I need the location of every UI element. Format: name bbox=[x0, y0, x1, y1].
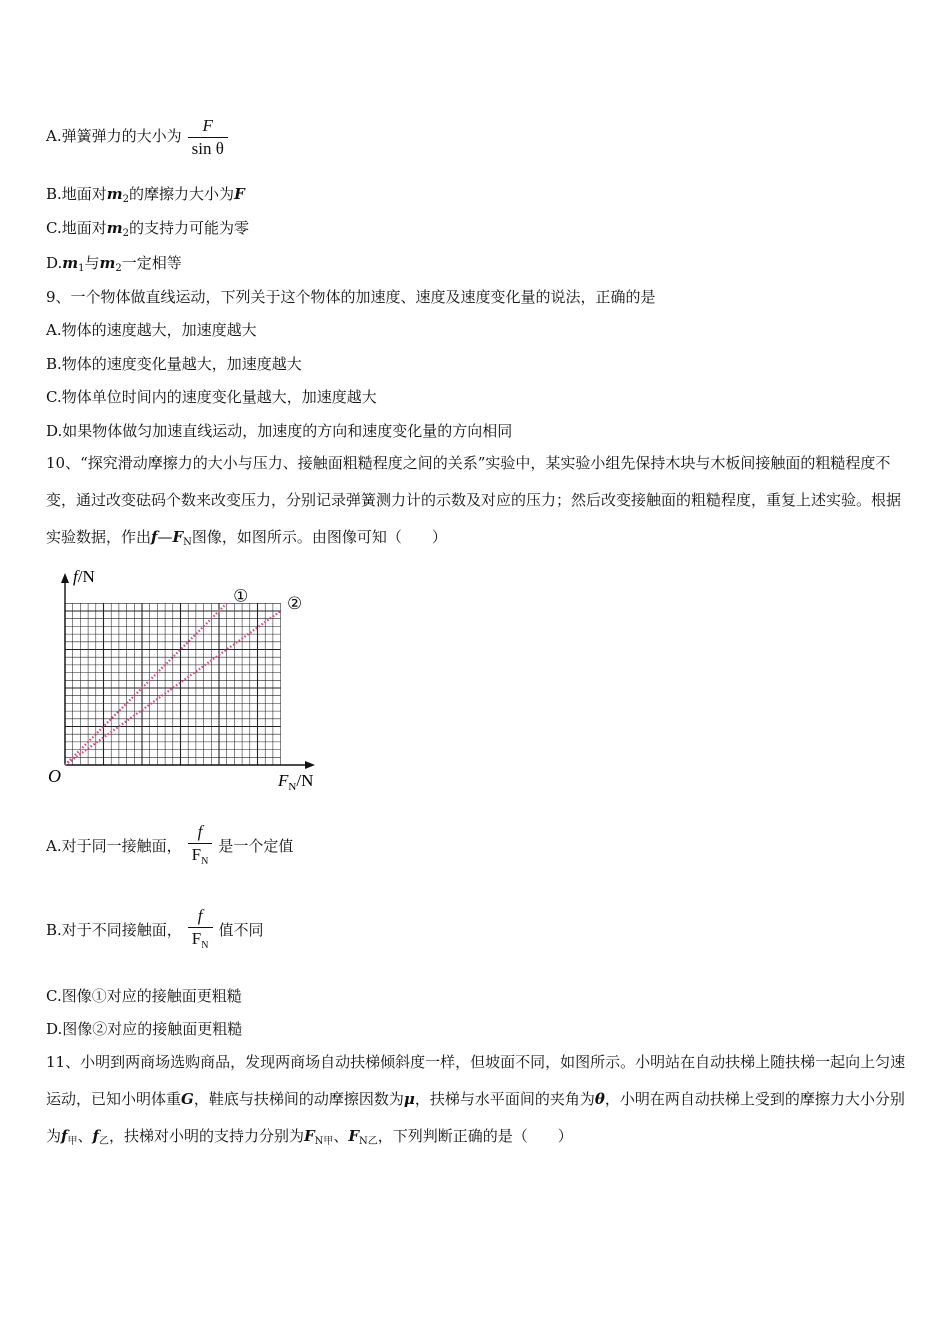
q8-option-c-post: 的支持力可能为零 bbox=[128, 219, 249, 237]
q10-option-b-fraction bbox=[188, 905, 213, 957]
q11-seg6: ，下列判断正确的是（ ） bbox=[377, 1127, 573, 1145]
q9-stem: 9、一个物体做直线运动，下列关于这个物体的加速度、速度及速度变化量的说法，正确的是 bbox=[46, 288, 656, 306]
q8-option-b-force: F bbox=[234, 185, 245, 203]
q11-seg1: 11、小明到两商场选购商品，发现两商场自动扶梯倾斜度一样，但坡面不同，如图所示。小明站在自动扶梯上随扶梯一起向上匀速运动，已知小明体重 bbox=[46, 1053, 906, 1108]
q10-option-b-denominator bbox=[188, 927, 213, 957]
origin-label: O bbox=[48, 766, 61, 786]
q10-stem-f: f bbox=[151, 528, 158, 546]
q8-option-c-var: m bbox=[106, 219, 123, 237]
chart-series bbox=[65, 586, 302, 765]
x-axis-label-unit: /N bbox=[296, 771, 314, 790]
q8-option-c bbox=[46, 218, 249, 244]
q8-option-b-var: m bbox=[106, 185, 123, 203]
q10-option-b-post: 值不同 bbox=[218, 921, 264, 939]
q8-option-a-numerator: F bbox=[202, 115, 213, 135]
q8-option-a bbox=[46, 110, 234, 162]
chart-grid bbox=[65, 603, 281, 765]
friction-graph bbox=[40, 560, 340, 800]
q11-sep1: 、 bbox=[77, 1127, 93, 1145]
q8-option-d-pre: D. bbox=[46, 254, 63, 272]
y-axis-label-var: f bbox=[73, 567, 78, 586]
q10-option-a-den-sub: N bbox=[201, 856, 209, 867]
q11-sep2: 、 bbox=[333, 1127, 349, 1145]
q10-option-a-numerator: f bbox=[197, 822, 203, 841]
q10-option-b-den-sub: N bbox=[201, 940, 209, 951]
q8-option-d bbox=[46, 253, 182, 279]
q9-option-c: C.物体单位时间内的速度变化量越大，加速度越大 bbox=[46, 388, 377, 406]
q8-option-a-fraction bbox=[188, 115, 228, 160]
y-axis-label bbox=[73, 567, 95, 586]
q11-n2: F bbox=[348, 1127, 360, 1145]
q10-option-b-numerator: f bbox=[197, 906, 203, 925]
q11-seg3: ，扶梯与水平面间的夹角为 bbox=[414, 1090, 595, 1108]
q10-option-a-den-var: F bbox=[191, 845, 202, 864]
q10-option-b bbox=[46, 902, 264, 958]
q11-n1-sub: N甲 bbox=[314, 1136, 334, 1147]
q10-option-b-den-var: F bbox=[191, 929, 202, 948]
q8-option-d-sub2: 2 bbox=[115, 263, 122, 274]
q8-option-b-sub: 2 bbox=[122, 194, 130, 205]
q10-option-a-post: 是一个定值 bbox=[218, 837, 294, 855]
q8-option-c-pre: C.地面对 bbox=[46, 219, 107, 237]
x-axis-label-var: F bbox=[278, 771, 289, 790]
x-axis-label bbox=[277, 771, 313, 793]
series-label-2: ② bbox=[286, 594, 303, 614]
q10-option-a-denominator bbox=[188, 843, 213, 873]
q8-option-d-var2: m bbox=[99, 254, 116, 272]
q11-seg5: ，扶梯对小明的支持力分别为 bbox=[108, 1127, 304, 1145]
y-axis-label-unit: /N bbox=[77, 567, 95, 586]
q11-seg4: ，小明在两自动扶梯上受到的摩擦力大小分别为 bbox=[46, 1090, 905, 1145]
q9-option-a: A.物体的速度越大，加速度越大 bbox=[46, 321, 257, 339]
q8-option-d-post: 一定相等 bbox=[121, 254, 182, 272]
q10-stem-sub: N bbox=[183, 537, 192, 548]
q10-stem-dash: — bbox=[157, 528, 173, 546]
q11-theta-symbol: θ bbox=[594, 1090, 605, 1108]
q10-stem-part2: 图像，如图所示。由图像可知（ ） bbox=[191, 528, 447, 546]
q11-n2-sub: N乙 bbox=[359, 1136, 378, 1147]
q8-option-d-mid: 与 bbox=[84, 254, 100, 272]
q9-option-b: B.物体的速度变化量越大，加速度越大 bbox=[46, 355, 302, 373]
q10-option-a-fraction bbox=[188, 821, 213, 873]
q11-stem bbox=[46, 1044, 908, 1160]
q11-n1: F bbox=[303, 1127, 315, 1145]
q11-f2: f bbox=[92, 1127, 99, 1145]
q11-f2-sub: 乙 bbox=[98, 1136, 109, 1147]
q10-stem bbox=[46, 445, 908, 561]
q11-seg2: ，鞋底与扶梯间的动摩擦因数为 bbox=[193, 1090, 404, 1108]
q10-stem-part1: 10、“探究滑动摩擦力的大小与压力、接触面粗糙程度之间的关系”实验中，某实验小组先保持木块与木板间接触面的粗糙程度不变，通过改变砝码个数来改变压力，分别记录弹簧测力计的示数及对应的压力；然后改变接触面的粗糙程度，重复上述实验。根据实验数据，作出 bbox=[46, 454, 902, 546]
q8-option-c-sub: 2 bbox=[122, 228, 129, 239]
q8-option-a-text: A.弹簧弹力的大小为 bbox=[46, 127, 182, 145]
x-axis-label-sub: N bbox=[288, 781, 297, 793]
q11-weight-symbol: G bbox=[181, 1090, 194, 1108]
x-axis-arrow bbox=[305, 761, 315, 769]
q8-option-b bbox=[46, 184, 245, 210]
q10-stem-force: F bbox=[172, 528, 184, 546]
y-axis-arrow bbox=[61, 573, 69, 583]
q10-option-a-pre: A.对于同一接触面， bbox=[46, 837, 182, 855]
q10-option-b-pre: B.对于不同接触面， bbox=[46, 921, 182, 939]
q8-option-b-post: 的摩擦力大小为 bbox=[129, 185, 235, 203]
series-label-1: ① bbox=[233, 586, 249, 607]
q10-option-d: D.图像②对应的接触面更粗糙 bbox=[46, 1020, 243, 1038]
q11-mu-symbol: μ bbox=[403, 1090, 415, 1108]
q8-option-d-var1: m bbox=[62, 254, 79, 272]
q10-option-a bbox=[46, 818, 293, 874]
q11-f1-sub: 甲 bbox=[67, 1136, 78, 1147]
series-line-1 bbox=[65, 603, 227, 765]
q11-f1: f bbox=[61, 1127, 68, 1145]
q8-option-b-pre: B.地面对 bbox=[46, 185, 107, 203]
q8-option-a-denominator: sin θ bbox=[188, 137, 228, 160]
q9-option-d: D.如果物体做匀加速直线运动，加速度的方向和速度变化量的方向相同 bbox=[46, 422, 513, 440]
q10-option-c: C.图像①对应的接触面更粗糙 bbox=[46, 987, 242, 1005]
q8-option-d-sub1: 1 bbox=[78, 263, 85, 274]
